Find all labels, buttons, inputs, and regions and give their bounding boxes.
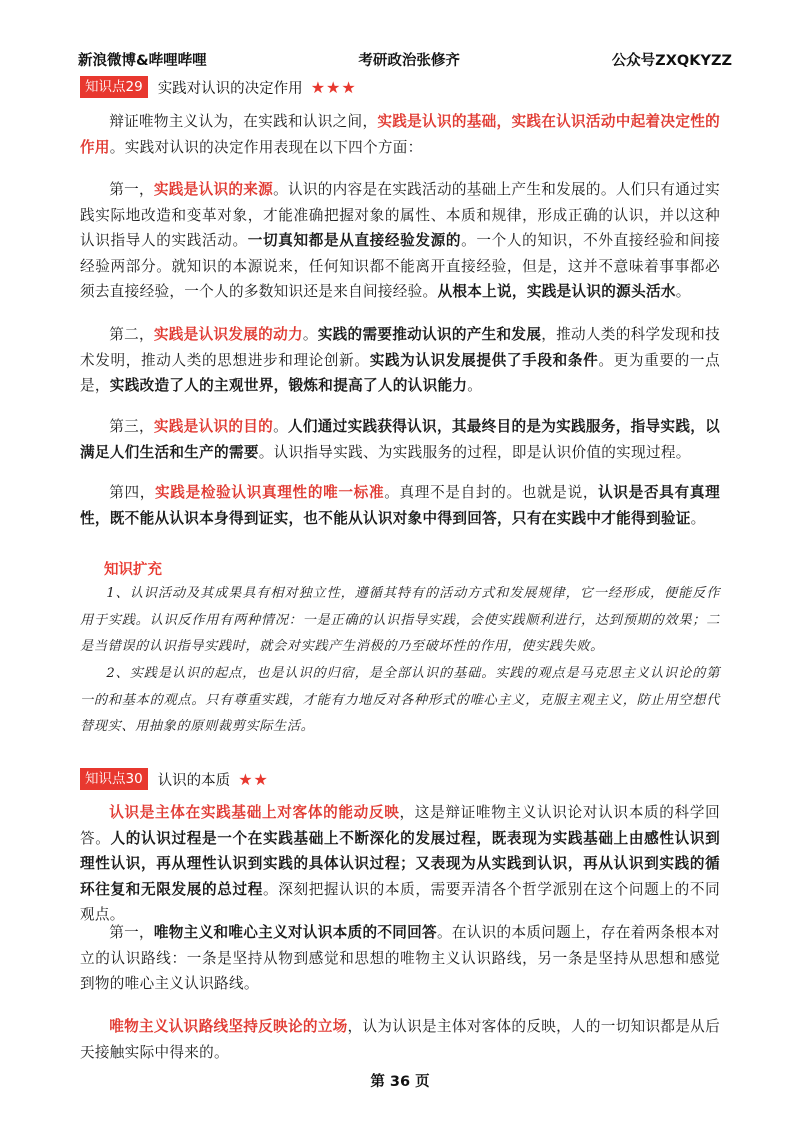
- p1-text-2: 。一个人的知识，不外直接经验和间接经验两部分。就知识的本源说来，任何知识都不能离开直接经验，但是，这并不意味着事事都必须去直接经验，一个人的多数知识还是来自间接经验。: [80, 232, 721, 301]
- section-29-tag: 知识点29: [80, 76, 148, 98]
- p3-text-2: 。认识指导实践、为实践服务的过程，即是认识价值的实现过程。: [258, 443, 691, 461]
- extension-item-2: 2、实践是认识的起点，也是认识的归宿，是全部认识的基础。实践的观点是马克思主义认识论的第一的和基本的观点。只有尊重实践，才能有力地反对各种形式的唯心主义，克服主观主义，防止用空想代替现实、用抽象的原则裁剪实际生活。: [80, 666, 720, 734]
- p2-lead: 第二，: [109, 326, 154, 343]
- extension-item-1: 1、认识活动及其成果具有相对独立性，遵循其特有的活动方式和发展规律，它一经形成，便能反作用于实践。认识反作用有两种情况：一是正确的认识指导实践，会使实践顺利进行，达到预期的效果；二是当错误的认识指导实践时，就会对实践产生消极的乃至破坏性的作用，使实践失败。: [80, 586, 720, 654]
- p3-text: 。: [273, 418, 288, 435]
- p3-lead: 第三，: [109, 418, 154, 435]
- page-number: 第 36 页: [370, 1074, 430, 1090]
- p7-text: ，认为认识是主体对客体的反映，人的一切知识都是从后天接触实际中得来的。: [80, 1018, 720, 1061]
- paragraph-second: [80, 322, 720, 399]
- section-30-tag: 知识点30: [80, 768, 148, 790]
- p6-lead: 第一，: [109, 924, 154, 941]
- p1-text-3: 。: [675, 283, 691, 301]
- p5-highlight: 认识是主体在实践基础上对客体的能动反映: [109, 804, 400, 821]
- p4-highlight: 实践是检验认识真理性的唯一标准: [155, 484, 385, 501]
- section-29-heading: [80, 76, 357, 98]
- p4-text: 。真理不是自封的。也就是说，: [384, 484, 599, 501]
- paragraph-reflection-theory: [80, 1014, 720, 1065]
- paragraph-materialism-idealism: [80, 920, 720, 997]
- p3-highlight: 实践是认识的目的: [153, 418, 274, 435]
- p4-lead: 第四，: [109, 484, 156, 501]
- intro-text-end: 。实践对认识的决定作用表现在以下四个方面：: [109, 138, 423, 156]
- p4-bold: 认识是否具有真理性，既不能从认识本身得到证实，也不能从认识对象中得到回答，只有在实践中才能得到验证: [80, 484, 721, 527]
- p2-bold: 实践的需要推动认识的产生和发展: [317, 326, 542, 343]
- p1-text: 。认识的内容是在实践活动的基础上产生和发展的。人们只有通过实践实际地改造和变革对象，才能准确把握对象的属性、本质和规律，形成正确的认识，并以这种认识指导人的实践活动。: [80, 181, 720, 250]
- p2-bold-3: 实践改造了人的主观世界，锻炼和提高了人的认识能力: [109, 377, 468, 395]
- section-30-title: 认识的本质: [157, 772, 231, 789]
- intro-highlight: 实践是认识的基础，实践在认识活动中起着决定性的作用: [80, 113, 721, 156]
- header-author: 考研政治张修齐: [358, 52, 460, 69]
- p5-text-2: 。深刻把握认识的本质，需要弄清各个哲学派别在这个问题上的不同观点。: [80, 880, 720, 924]
- p1-bold: 一切真知都是从直接经验发源的: [247, 232, 462, 250]
- p2-highlight: 实践是认识发展的动力: [153, 326, 303, 343]
- paragraph-first: [80, 177, 720, 305]
- p2-text-4: 。: [467, 377, 483, 395]
- p2-text: 。: [302, 326, 318, 343]
- paragraph-third: [80, 414, 720, 465]
- section-30-heading: [80, 768, 269, 790]
- p3-bold: 人们通过实践获得认识，其最终目的是为实践服务，指导实践，以满足人们生活和生产的需要: [80, 418, 721, 461]
- importance-stars: ★★: [238, 769, 269, 789]
- p5-text: ，这是辩证唯物主义认识论对认识本质的科学回答。: [80, 804, 721, 847]
- header-weibo-bilibili: 新浪微博&哔哩哔哩: [78, 52, 207, 69]
- p2-text-2: ，推动人类的科学发现和技术发明，推动人类的思想进步和理论创新。: [80, 326, 720, 369]
- p1-highlight: 实践是认识的来源: [153, 181, 274, 198]
- p2-text-3: 。更为重要的一点是，: [80, 351, 721, 395]
- intro-text: 辩证唯物主义认为，在实践和认识之间，: [109, 113, 378, 130]
- p5-bold: 人的认识过程是一个在实践基础上不断深化的发展过程，既表现为实践基础上由感性认识到理性认识，再从理性认识到实践的具体认识过程；又表现为从实践到认识，再从认识到实践的循环往复和无限发展的总过程: [80, 829, 720, 898]
- header-wechat-account: 公众号ZXQKYZZ: [611, 52, 732, 69]
- p7-highlight: 唯物主义认识路线坚持反映论的立场: [109, 1018, 348, 1035]
- p1-bold-2: 从根本上说，实践是认识的源头活水: [437, 283, 676, 301]
- importance-stars: ★★★: [310, 77, 357, 97]
- section-29-title: 实践对认识的决定作用: [157, 80, 303, 97]
- paragraph-fourth: [80, 480, 720, 531]
- p2-bold-2: 实践为认识发展提供了手段和条件: [369, 351, 599, 369]
- p6-text: 。在认识的本质问题上，存在着两条根本对立的认识路线：一条是坚持从物到感觉和思想的唯物主义认识路线，另一条是坚持从思想和感觉到物的唯心主义认识路线。: [80, 924, 721, 993]
- page-header: [78, 48, 732, 70]
- intro-paragraph: [80, 109, 720, 160]
- p4-text-2: 。: [690, 509, 706, 527]
- p1-lead: 第一，: [109, 181, 154, 198]
- extension-title: 知识扩充: [104, 562, 162, 578]
- paragraph-cognition-essence: [80, 800, 720, 928]
- p6-bold: 唯物主义和唯心主义对认识本质的不同回答: [153, 924, 437, 941]
